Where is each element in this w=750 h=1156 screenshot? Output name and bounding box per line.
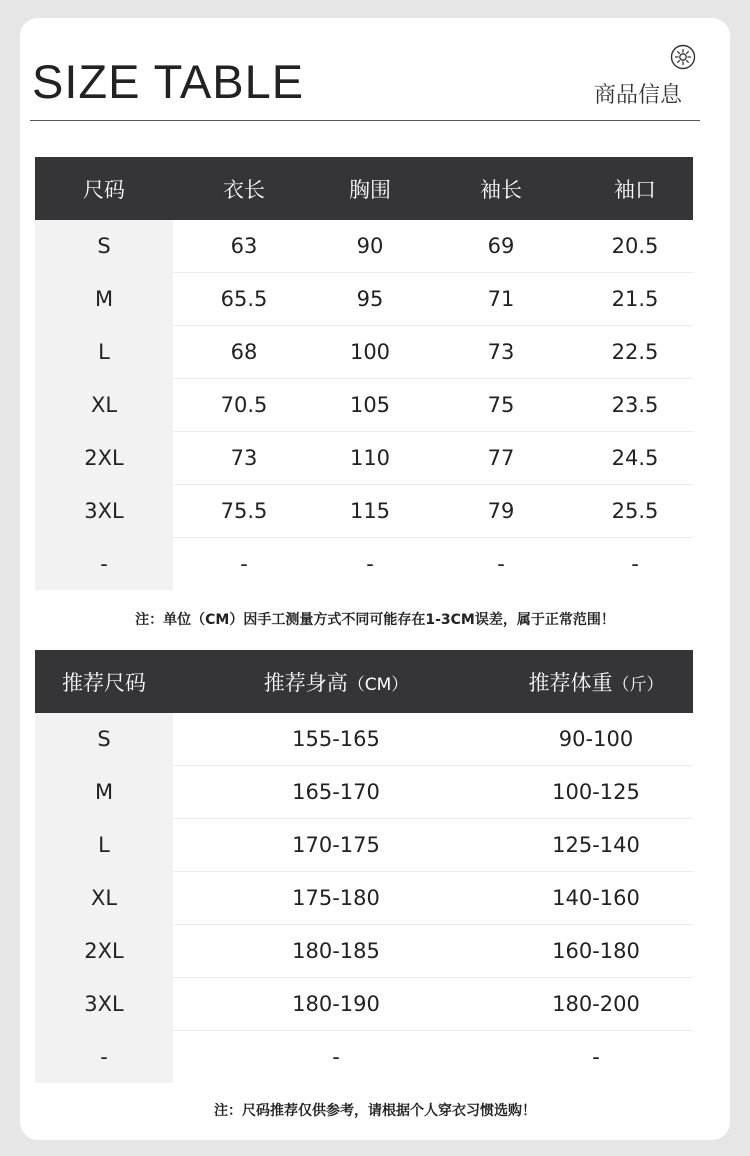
table-cell: 63	[173, 220, 315, 273]
table-cell: -	[240, 552, 248, 576]
gear-sun-icon	[670, 44, 696, 70]
table-cell: 73	[425, 326, 577, 379]
size-table-header-cell: 衣长	[173, 157, 315, 220]
table-cell: 25.5	[577, 485, 693, 538]
table-cell: 71	[425, 273, 577, 326]
table-row	[35, 872, 693, 925]
size-label-cell: 3XL	[35, 978, 173, 1031]
table-cell: 23.5	[577, 379, 693, 432]
table-cell: 73	[173, 432, 315, 485]
recommend-table-header-cell: 推荐身高（CM）	[173, 650, 499, 713]
table-cell: 65.5	[173, 273, 315, 326]
table-cell: 175-180	[173, 872, 499, 925]
table-cell: -	[332, 1045, 340, 1069]
table-cell: 79	[425, 485, 577, 538]
size-label-cell: XL	[35, 872, 173, 925]
table-cell: 21.5	[577, 273, 693, 326]
table-cell: 110	[315, 432, 425, 485]
table-cell: 180-185	[173, 925, 499, 978]
table-cell: 68	[173, 326, 315, 379]
size-label-cell: -	[35, 1031, 173, 1084]
table-row	[35, 1031, 693, 1084]
size-label-cell: M	[35, 766, 173, 819]
table-cell: 155-165	[173, 713, 499, 766]
recommend-table-header-cell: 推荐体重（斤）	[499, 650, 693, 713]
page-title: SIZE TABLE	[32, 55, 305, 108]
size-table-header-cell: 尺码	[35, 157, 173, 220]
table-cell: 22.5	[577, 326, 693, 379]
table-cell: 160-180	[499, 925, 693, 978]
table-cell: 90	[315, 220, 425, 273]
size-table-header-cell: 袖口	[577, 157, 693, 220]
size-label-cell: M	[35, 273, 173, 326]
table-cell: 100-125	[499, 766, 693, 819]
table-row	[35, 485, 693, 538]
table-cell: 95	[315, 273, 425, 326]
recommend-table	[35, 650, 693, 1083]
table-cell: -	[366, 552, 374, 576]
size-table-header	[35, 157, 693, 220]
table-cell: 70.5	[173, 379, 315, 432]
table-cell: 75	[425, 379, 577, 432]
size-label-cell: S	[35, 220, 173, 273]
size-label-cell: S	[35, 713, 173, 766]
table-row	[35, 925, 693, 978]
size-label-cell: 3XL	[35, 485, 173, 538]
table-row	[35, 819, 693, 872]
size-label-cell: L	[35, 819, 173, 872]
table-row	[35, 220, 693, 273]
recommend-table-header-cell: 推荐尺码	[35, 650, 173, 713]
size-table-header-cell: 袖长	[425, 157, 577, 220]
table-cell: 105	[315, 379, 425, 432]
table-cell: -	[592, 1045, 600, 1069]
recommendation-note: 注：尺码推荐仅供参考，请根据个人穿衣习惯选购！	[214, 1103, 536, 1119]
size-label-cell: XL	[35, 379, 173, 432]
size-label-cell: -	[35, 538, 173, 591]
page-subtitle: 商品信息	[593, 83, 682, 108]
table-row	[35, 978, 693, 1031]
table-cell: 180-190	[173, 978, 499, 1031]
size-label-cell: L	[35, 326, 173, 379]
table-cell: 77	[425, 432, 577, 485]
table-cell: 165-170	[173, 766, 499, 819]
table-row	[35, 432, 693, 485]
table-cell: -	[497, 552, 505, 576]
table-cell: 90-100	[499, 713, 693, 766]
size-table-header-cell: 胸围	[315, 157, 425, 220]
table-row	[35, 326, 693, 379]
title-divider	[30, 120, 700, 121]
table-cell: 170-175	[173, 819, 499, 872]
table-cell: -	[631, 552, 639, 576]
size-label-cell: 2XL	[35, 925, 173, 978]
size-table	[35, 157, 693, 590]
table-row	[35, 766, 693, 819]
recommend-table-header	[35, 650, 693, 713]
table-cell: 20.5	[577, 220, 693, 273]
table-cell: 75.5	[173, 485, 315, 538]
table-row	[35, 538, 693, 591]
table-cell: 180-200	[499, 978, 693, 1031]
table-row	[35, 713, 693, 766]
measurement-note: 注：单位（CM）因手工测量方式不同可能存在1-3CM误差，属于正常范围！	[135, 612, 615, 628]
size-label-cell: 2XL	[35, 432, 173, 485]
table-cell: 24.5	[577, 432, 693, 485]
table-row	[35, 273, 693, 326]
table-cell: 100	[315, 326, 425, 379]
table-cell: 115	[315, 485, 425, 538]
table-cell: 140-160	[499, 872, 693, 925]
table-cell: 125-140	[499, 819, 693, 872]
table-cell: 69	[425, 220, 577, 273]
table-row	[35, 379, 693, 432]
